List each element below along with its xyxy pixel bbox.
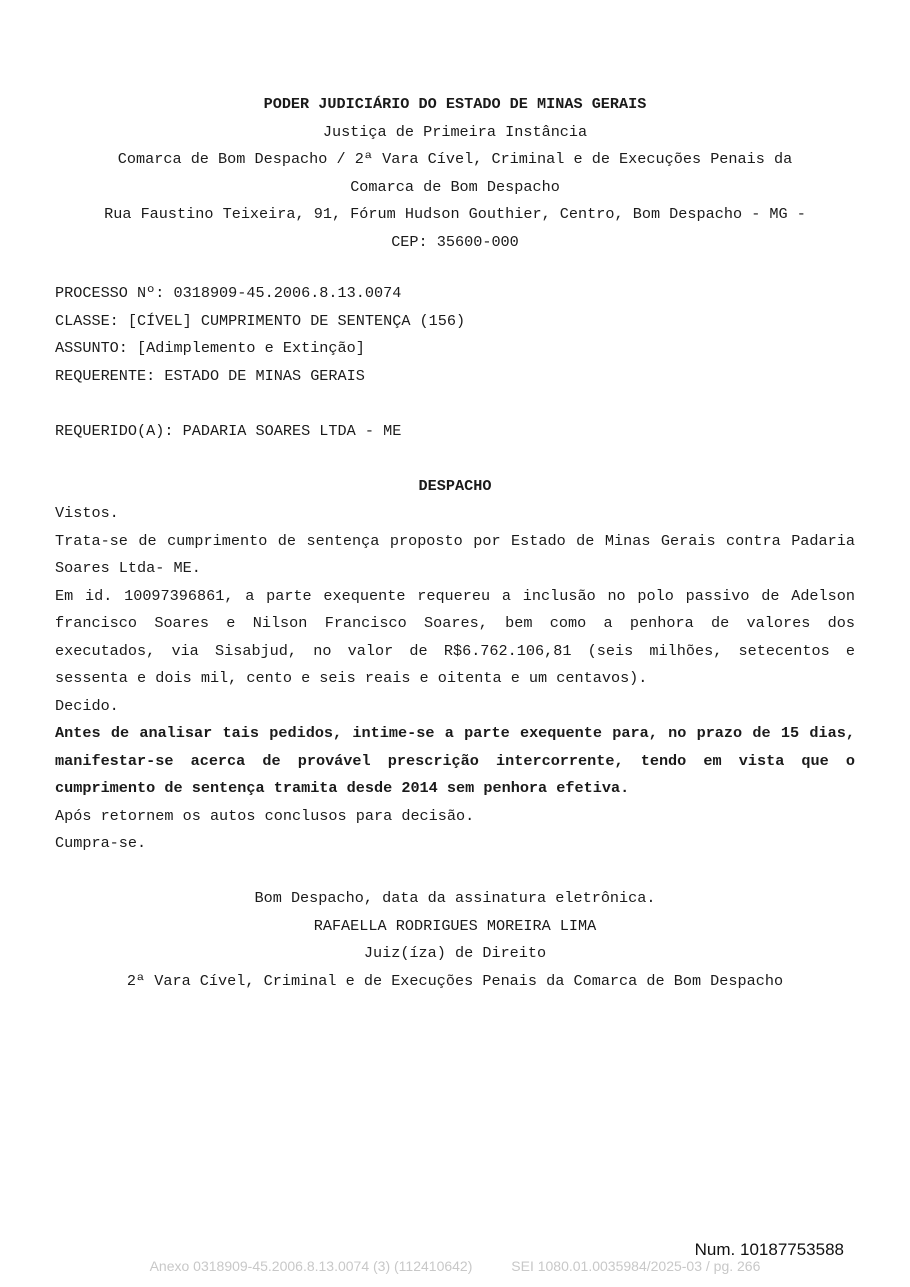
address-line-1: Rua Faustino Teixeira, 91, Fórum Hudson Gouthier, Centro, Bom Despacho - MG -	[104, 205, 806, 223]
paragraph-2: Em id. 10097396861, a parte exequente requereu a inclusão no polo passivo de Adelson francisco Soares e Nilson Francisco Soares, bem como a penhora de valores dos executados, via Sisabjud, no valor de R$6.762.106,81 (seis milhões, setecentos e sessenta e dois mil, cento e seis reais e oitenta e um centavos).	[55, 586, 855, 687]
paragraph-4: Após retornem os autos conclusos para decisão.	[55, 806, 475, 825]
paragraph-5: Cumpra-se.	[55, 834, 147, 852]
vara-line-1: Comarca de Bom Despacho / 2ª Vara Cível, Criminal e de Execuções Penais da	[117, 150, 793, 168]
signature-block	[55, 885, 855, 995]
footer-stamp	[0, 1257, 910, 1275]
footer-sei: SEI 1080.01.0035984/2025-03 / pg. 266	[511, 1258, 761, 1274]
signature-place-date: Bom Despacho, data da assinatura eletrônica.	[254, 889, 656, 907]
document-header	[55, 91, 855, 256]
process-subject: ASSUNTO: [Adimplemento e Extinção]	[55, 339, 365, 357]
signature-role: Juiz(íza) de Direito	[363, 944, 547, 962]
footer-anexo: Anexo 0318909-45.2006.8.13.0074 (3) (112410642)	[149, 1258, 473, 1274]
court-title: PODER JUDICIÁRIO DO ESTADO DE MINAS GERAIS	[263, 95, 647, 113]
vistos-line: Vistos.	[55, 504, 119, 522]
despacho-body	[55, 500, 855, 858]
despacho-title: DESPACHO	[418, 476, 492, 495]
paragraph-1: Trata-se de cumprimento de sentença proposto por Estado de Minas Gerais contra Padaria Soares Ltda- ME.	[55, 531, 855, 577]
signature-vara: 2ª Vara Cível, Criminal e de Execuções Penais da Comarca de Bom Despacho	[126, 971, 784, 990]
process-class: CLASSE: [CÍVEL] CUMPRIMENTO DE SENTENÇA (156)	[55, 311, 466, 330]
vara-line-2: Comarca de Bom Despacho	[350, 177, 560, 196]
process-requerido: REQUERIDO(A): PADARIA SOARES LTDA - ME	[55, 421, 402, 440]
document-number: Num. 10187753588	[694, 1240, 844, 1259]
decido-line: Decido.	[55, 696, 119, 715]
document-body	[55, 91, 855, 995]
instance-line: Justiça de Primeira Instância	[322, 122, 588, 141]
address-line-2: CEP: 35600-000	[391, 232, 519, 251]
signature-name: RAFAELLA RODRIGUES MOREIRA LIMA	[313, 916, 597, 935]
process-info	[55, 280, 855, 445]
process-requerente: REQUERENTE: ESTADO DE MINAS GERAIS	[55, 366, 365, 385]
process-number: PROCESSO Nº: 0318909-45.2006.8.13.0074	[55, 284, 402, 302]
paragraph-3-bold: Antes de analisar tais pedidos, intime-se a parte exequente para, no prazo de 15 dias, manifestar-se acerca de provável prescrição intercorrente, tendo em vista que o cumprimento de sentença tramita desde 2014 sem penhora efetiva.	[55, 724, 855, 797]
